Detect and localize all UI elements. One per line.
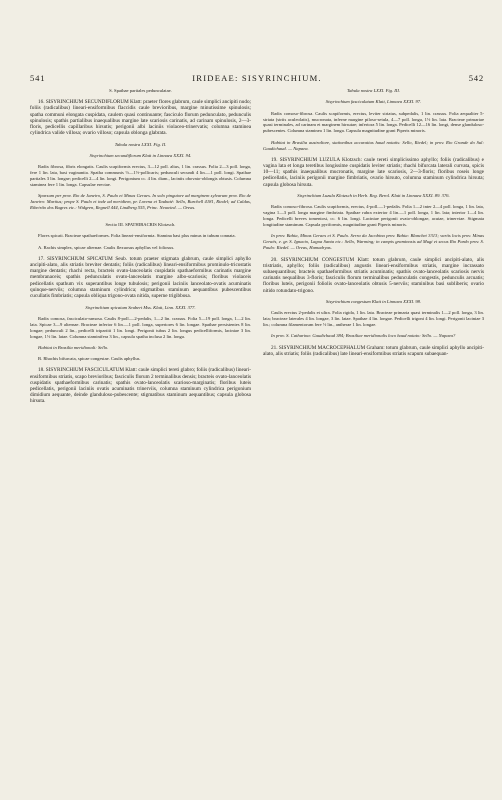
citation-line: Tabula nostra LXXI. Fig. III. <box>346 88 401 93</box>
citation-line: Sisyrinchium fasciculatum Klatt, Linnaea XXXI. 97. <box>325 99 422 105</box>
right-column <box>263 88 484 790</box>
text-paragraph: Radix comosa, fasciculato-ramosa. Caulis 8-poll.—2-pedalis, 1—2 lin. crassus. Folia 5—19 poll. longa, 1—2 lin. lata. Spicae 3—9 alternae. Bracteae inferior 6 lin.—1 poll. longa, superiores 6 lin. longae. Spathae persistentes 8 lin. longae; pedunculi 2 lin., pedicelli tripartiti 1 lin. longi. Perigonii tubus 2 lin. longus pedicelliformis, laciniae 3 lin. longae, 1½ lin. latae. Columna staminifera 3 lin., capsula spatha inclusa 2 lin. longa. <box>30 315 251 339</box>
citation-line: Sisyrinchium congestum Klatt in Linnaea XXXI. 98. <box>325 299 422 305</box>
text-paragraph: Caulis erectus 2-pedalis et ultra. Folia rigida, 1 lin. lata. Bracteae primaria quasi terminalis 1—2 poll. longa, 3 lin. lata; bracteae laterales 4 lin. longae, 3 lin. latae. Spathae 4 lin. longae. Pedicelli trigoni 4 lin. longi. Perigonii laciniae 3 lin.; columna filamentorum fere ½ lin., antherae 1 lin. longae. <box>263 310 484 328</box>
text-paragraph: Sectio III. SPATHIBACRIS Klotzsch. <box>105 221 176 227</box>
running-title: IRIDEAE: SISYRINCHIUM. <box>192 73 322 83</box>
species-description: 16. SISYRINCHIUM SECUNDIFLORUM Klatt: praeter flores glabrum, caule simplici ancipiti nudo; foliis (radicalibus) lineari-ensiformibus flaccidis caule brevioribus, margine minutissime spinulosis; spatha communi elongata cuspidata, caulem quasi continuante; fasciculo florum pedunculato, pedunculis spinulosis; spathis partialibus inaequalibus margine late scariosis carinatis, ad carinam spinulosis, 2—3-floris, pedicellis capillaribus hirsutis; perigonii albi laciniis violaceo-trinervatis; columna staminea cylindrica valide villosa; ovario villoso; capsula oblonga glabrata. <box>30 99 251 137</box>
species-description: 20. SISYRINCHIUM CONGESTUM Klatt: totum glabrum, caule simplici ancipiti-alato, alis tristriatis, aphyllo; foliis (radicalibus) angustis lineari-ensiformibus striatis, margine incrassato subaequantibus; bracteis spathaeformibus striatis acuminatis; spathis ovato-lanceolatis scariosis nervis carinatis nequalibus 3-floris; fasciculis florum terminalibus pedunculatis congestis, pedunculis arcuatis; floribus luteis, perigonii foliolis ovato-lanceolatis obtusis 5-nerviis; staminibus basi subliberis; ovario nitido rotundato-trigono. <box>263 256 484 294</box>
page-header <box>30 73 484 85</box>
species-description: 18. SISYRINCHIUM FASCICULATUM Klatt: caule simplici tereti glabro; foliis (radicalibus) lineari-ensiformibus striatis, scapo brevioribus; fasciculis florum 2 terminalibus densis; bracteis ovato-lanceolatis cuspidatis spathaeformibus carinatis; spathis ovato-lanceolatis scarioso-marginatis; floribus luteis pedicellatis, perigonii laciniis ovatis acuminatis trinerviis, columna staminum cylindrica perigonium dimidium aequante, deinde glanduloso-pubescente; stigmatibus staminum aequantibus; capsula globosa hirsuta. <box>30 367 251 405</box>
species-description: 19. SISYRINCHIUM LUZULA Klotzsch: caule tereti simplicissimo aphyllo; foliis (radicalibus) e vagina lata et longa teretibus longissime cuspidatis leviter striatis; rhachi bifurcata laterali curvata, spicis 10—11; spathis inaequalibus mucronatis, margine late scariosis, 2—3-floris; floribus roseis longe pedicellatis, laciniis perigonii margine fimbriatis, ovario hirsuto, columna staminum cylindrica hirsuta; capsula globosa hirsuta. <box>263 156 484 188</box>
citation-line: Tabula nostra LXXI. Fig. II. <box>114 141 167 147</box>
text-paragraph: In prov. Bahia, Minas Geraes et S. Paulo. Serra da Jacobina prov. Bahia: Blanchet 3313; variis locis prov. Minas Geraës, e. gr. S. Ignacio, Lagoa Santa etc.: Sello, Warming; in campis graminosis ad Mugi et secus Rio Pardo prov. S. Paulo: Riedel. — Oreas, Hamadryas. <box>263 233 484 251</box>
text-paragraph: In prov. S. Catharina: Gaudichaud 384; Brasiliae meridionalis loco haud notato: Sello. — Napaea? <box>271 333 456 339</box>
text-paragraph: S. Spathae partiales pedunculatae. <box>109 88 172 93</box>
citation-line: Sisyrinchium Luzula Klotzsch in Herb. Reg. Berol. Klatt in Linnaea XXXI. 89. 376. <box>297 193 450 199</box>
text-paragraph: Habitat in Brasilia australiore, stationibus accuratius haud notatis: Sello, Riedel; in prov. Rio Grande do Sul: Gaudichaud. — Napaea. <box>263 139 484 151</box>
citation-line: Sisyrinchium spicatum Seubert Mss. Klatt, Linn. XXXI. 377. <box>85 304 196 310</box>
text-paragraph: Radix comoso-fibrosa. Caulis scapiformis, erectus, leviter striatus, subpedalis, 1 lin. crassus. Folia aequaliter 5-striata (striis aculeolatis), mucronata, inferne margine piloso-setula, 4—7 poll. longa, 1½ lin. lata. Bracteae primariae quasi terminales, ad carinam et marginem hirsutae; inferiora 5 lin. longa. Pedicelli 12—16 lin. longi, dense glanduloso-pubescentes. Columna staminea 1 lin. longa. Capsula magnitudine grani Piperis minoris. <box>263 110 484 134</box>
page-number-left: 541 <box>30 73 46 83</box>
citation-line: Sisyrinchium secundiflorum Klatt in Linnaea XXXI. 94. <box>89 153 192 159</box>
left-column <box>30 88 251 790</box>
text-paragraph: Radix comoso-fibrosa. Caulis scapiformis, erectus, 4-poll.—1-pedalis. Folia 1—2 inter 2—4 poll. longa, 1 lin. lata, vagina 1—3 poll. longa margine fimbriata. Spathae rubra exterior 4 lin.—1 poll. longa, 1 lin. lata; interior 1—4 lin. longa. Pedicelli breves tomentosi, cc. 6 lin. longi. Laciniae perigonii ovato-oblongae, acutae, trinerviae. Stigmata longitudine staminum. Capsula pyriformis, magnitudine grani Piperis minoris. <box>263 204 484 228</box>
text-paragraph: Sparsum per prov. Rio de Janeiro, S. Paulo et Minas Geraes. In solo pinguiore ad marginem sylvarum prov. Rio de Janeiro: Martius; prope S. Paulo et inde ad meridiem, pr. Lorena et Taubaté: Sello, Burchell 4181, Riedel; ad Caldas, Ribeirão dos Bugres etc.: Widgren, Regnell 444, Lindberg 555, Princ. Neuwied. — Oreas. <box>30 193 251 211</box>
text-paragraph: Habitat in Brasilia meridionali: Sello. <box>38 344 109 350</box>
species-description: 17. SISYRINCHIUM SPICATUM Seub. totum praeter stigmata glabrum, caule simplici aphyllo ancipiti-alato, alis striatis breviter dentatis; foliis (radicalibus) lineari-ensiformibus prominulo-tricostatis margine dentatis; rhachi recta, bracteis ovato-lanceolatis cuspidatis spathaeformibus carinatis margine membranaceis; spathis pedunculatis ovato-lanceolatis margine albo-scariosis; floribus violaceis pedicellatis spathum vix superantibus longe tubulosis; perigonii laciniis lanceolato-ovatis acuminatis quinque-nerviis; columna staminum cylindrica; stigmatibus staminum aequantibus pubescentibus cucullatis fimbriatis; capsula obliqua trigono-ovata nitida, superne trigibbosa. <box>30 255 251 299</box>
text-columns <box>30 88 484 790</box>
text-paragraph: B. Rhachis bifurcata, spicae congestae. Caulis aphyllus. <box>38 356 141 362</box>
text-paragraph: A. Rachis simplex, spicae alternae. Caulis flexuosus aphyllus vel foliosus. <box>38 244 175 250</box>
text-paragraph: Radix fibrosa, fibris elongatis. Caulis scapiformis erectus, 3—12 poll. altus, 1 lin. crassus. Folia 2—3 poll. longa, fere 1 lin. lata, basi vaginantia. Spatha communis ½—1½-pollicaris; pedunculi secundi 4 lin.—1 poll. longi. Spathae partiales 3 lin. longae; pedicelli 2—4 lin. longi. Perigonium cc. 4 lin. diam., laciniis obovato-oblongis obtusis. Columna staminea fere 1 lin. longa. Capsulae erectae. <box>30 164 251 188</box>
species-description: 21. SISYRINCHIUM MACROCEPHALUM Graham: totum glabrum, caule simplici aphyllo ancipiti-alato, alis striatis; foliis (radicalibus) late lineari-ensiformibus striatis scapum subaequan- <box>263 344 484 357</box>
text-paragraph: Flores spicati. Bracteae spathaeformes. Folia lineari-ensiformia. Stamina basi plus minus in tubum connata. <box>38 233 236 239</box>
page-number-right: 542 <box>468 73 484 83</box>
